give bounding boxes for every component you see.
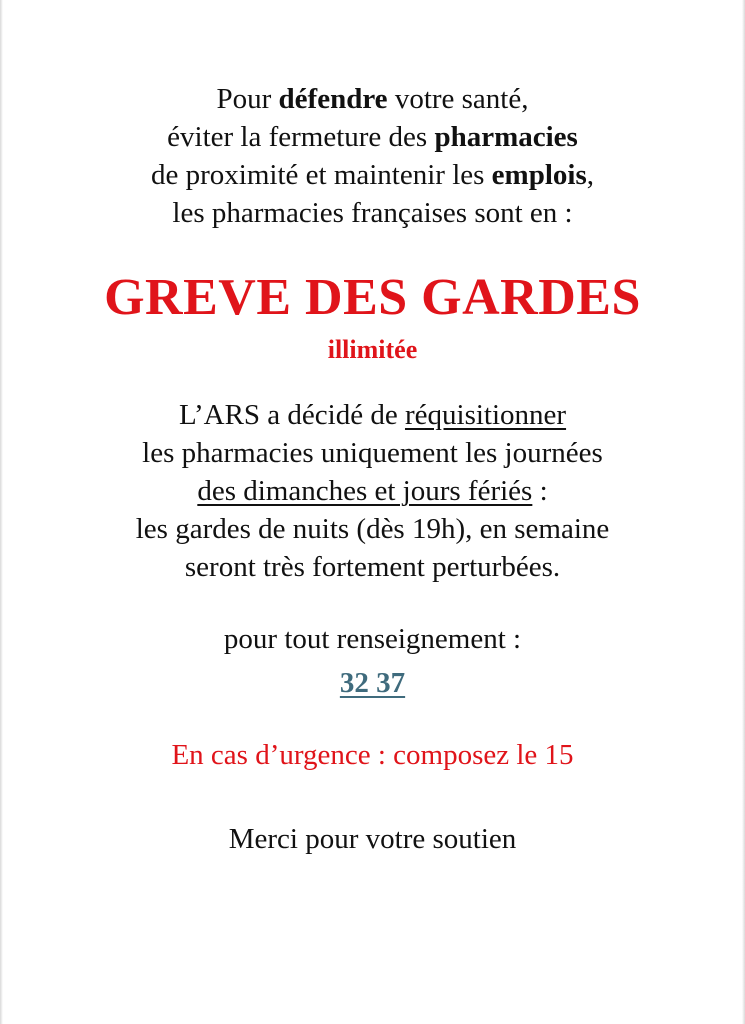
ars-line-3: des dimanches et jours fériés :	[197, 475, 548, 507]
emphasis-pharmacies: pharmacies	[434, 121, 578, 153]
ars-paragraph	[0, 396, 745, 586]
intro-line-3: de proximité et maintenir les emplois,	[151, 159, 594, 191]
underlined-requisitionner: réquisitionner	[404, 399, 567, 431]
ars-line-1: L’ARS a décidé de réquisitionner	[178, 399, 567, 431]
thanks-message	[0, 820, 745, 858]
thanks-text: Merci pour votre soutien	[228, 823, 517, 855]
emergency-notice	[0, 736, 745, 774]
emergency-text: En cas d’urgence : composez le 15	[171, 739, 574, 771]
ars-line-5: seront très fortement perturbées.	[184, 551, 561, 583]
intro-line-4: les pharmacies françaises sont en :	[172, 197, 573, 229]
ars-line-4: les gardes de nuits (dès 19h), en semaine	[135, 513, 610, 545]
intro-line-1: Pour défendre votre santé,	[216, 83, 529, 115]
intro-paragraph	[0, 80, 745, 232]
strike-subheadline: illimitée	[327, 335, 418, 364]
emphasis-emplois: emplois	[491, 159, 587, 191]
emphasis-defendre: défendre	[278, 83, 388, 115]
ars-line-2: les pharmacies uniquement les journées	[142, 437, 603, 469]
phone-number-link[interactable]: 32 37	[339, 667, 406, 699]
info-label: pour tout renseignement :	[223, 623, 522, 655]
intro-line-2: éviter la fermeture des pharmacies	[167, 121, 578, 153]
underlined-dimanches: des dimanches et jours fériés	[197, 475, 533, 507]
strike-headline: GREVE DES GARDES	[104, 269, 641, 326]
info-phone	[0, 664, 745, 702]
